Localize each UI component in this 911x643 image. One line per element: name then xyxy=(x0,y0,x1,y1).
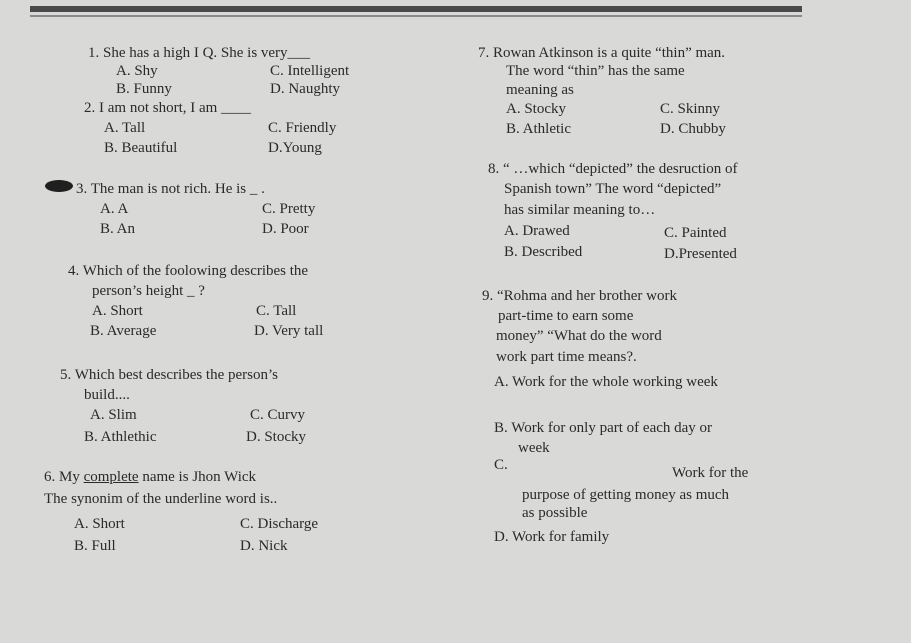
q3-option-d: D. Poor xyxy=(262,221,309,237)
q9-stem-line2: part-time to earn some xyxy=(498,308,634,324)
q8-option-a: A. Drawed xyxy=(504,223,570,239)
q8-stem-line2: Spanish town” The word “depicted” xyxy=(504,181,722,197)
q6-option-c: C. Discharge xyxy=(240,516,319,532)
q1-stem: 1. She has a high I Q. She is very___ xyxy=(88,45,311,61)
q9-option-d: D. Work for family xyxy=(494,529,610,545)
q3-option-c: C. Pretty xyxy=(262,201,316,217)
q5-option-a: A. Slim xyxy=(90,407,137,423)
q4-stem-line1: 4. Which of the foolowing describes the xyxy=(68,263,309,279)
q6-stem-pre: 6. My xyxy=(44,469,84,485)
q5-option-c: C. Curvy xyxy=(250,407,306,423)
q9-option-b-line1: B. Work for only part of each day or xyxy=(494,420,713,436)
q8-stem-line3: has similar meaning to… xyxy=(504,202,656,218)
q7-stem-line3: meaning as xyxy=(506,82,574,98)
q7-stem-line1: 7. Rowan Atkinson is a quite “thin” man. xyxy=(478,45,726,61)
q6-stem-line1 xyxy=(44,468,256,486)
q4-stem-line2: person’s height _ ? xyxy=(92,283,205,299)
q7-stem-line2: The word “thin” has the same xyxy=(506,63,685,79)
q1-option-a: A. Shy xyxy=(116,63,158,79)
q2-option-a: A. Tall xyxy=(104,120,146,136)
q9-option-c-label: C. xyxy=(494,457,508,473)
q1-option-c: C. Intelligent xyxy=(270,63,350,79)
q6-option-a: A. Short xyxy=(74,516,125,532)
marker-blot xyxy=(45,180,73,192)
q6-option-d: D. Nick xyxy=(240,538,288,554)
q3-stem: 3. The man is not rich. He is _ . xyxy=(76,181,265,197)
q5-option-b: B. Athlethic xyxy=(84,429,157,445)
q6-option-b: B. Full xyxy=(74,538,116,554)
q2-option-d: D.Young xyxy=(268,140,322,156)
q9-option-c-line3: as possible xyxy=(522,505,588,521)
top-border-thin xyxy=(30,15,802,17)
q9-stem-line3: money” “What do the word xyxy=(496,328,662,344)
q6-underlined-word: complete xyxy=(83,469,139,485)
q4-option-c: C. Tall xyxy=(256,303,297,319)
q8-option-b: B. Described xyxy=(504,244,583,260)
q9-option-a: A. Work for the whole working week xyxy=(494,374,718,390)
q4-option-b: B. Average xyxy=(90,323,157,339)
q4-option-a: A. Short xyxy=(92,303,143,319)
q6-stem-post: name is Jhon Wick xyxy=(138,469,257,485)
q7-option-c: C. Skinny xyxy=(660,101,721,117)
q8-option-d: D.Presented xyxy=(664,246,737,262)
q5-option-d: D. Stocky xyxy=(246,429,306,445)
q7-option-a: A. Stocky xyxy=(506,101,566,117)
q7-option-b: B. Athletic xyxy=(506,121,571,137)
q3-option-b: B. An xyxy=(100,221,136,237)
q2-stem: 2. I am not short, I am ____ xyxy=(84,100,252,116)
q9-option-b-line2: week xyxy=(518,440,550,456)
q9-option-c-line1: Work for the xyxy=(672,465,749,481)
q9-stem-line4: work part time means?. xyxy=(496,349,637,365)
q8-stem-line1: 8. “ …which “depicted” the desruction of xyxy=(488,161,738,177)
q3-option-a: A. A xyxy=(100,201,129,217)
q4-option-d: D. Very tall xyxy=(254,323,324,339)
q8-option-c: C. Painted xyxy=(664,225,727,241)
q9-stem-line1: 9. “Rohma and her brother work xyxy=(482,288,677,304)
q6-stem-line2: The synonim of the underline word is.. xyxy=(44,491,278,507)
q2-option-b: B. Beautiful xyxy=(104,140,178,156)
top-border xyxy=(30,6,802,12)
q1-option-b: B. Funny xyxy=(116,81,172,97)
q5-stem-line2: build.... xyxy=(84,387,130,403)
q9-option-c-line2: purpose of getting money as much xyxy=(522,487,730,503)
q1-option-d: D. Naughty xyxy=(270,81,340,97)
q7-option-d: D. Chubby xyxy=(660,121,726,137)
q5-stem-line1: 5. Which best describes the person’s xyxy=(60,367,279,383)
q2-option-c: C. Friendly xyxy=(268,120,337,136)
